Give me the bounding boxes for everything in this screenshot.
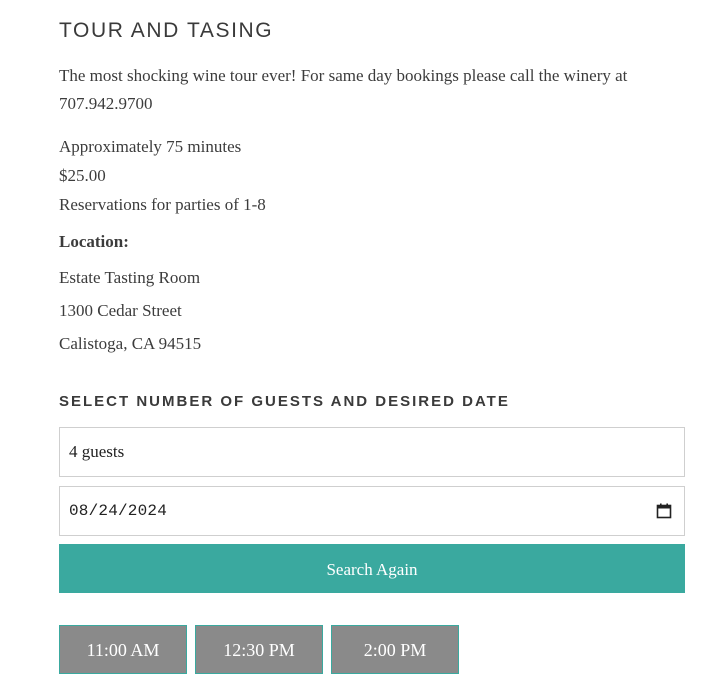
location-heading: Location: [59,232,129,251]
search-again-button[interactable]: Search Again [59,544,685,593]
date-input[interactable] [59,486,685,536]
location-street: 1300 Cedar Street [59,301,182,320]
tour-party-size: Reservations for parties of 1-8 [59,195,266,214]
tour-duration: Approximately 75 minutes [59,137,242,156]
booking-heading: SELECT NUMBER OF GUESTS AND DESIRED DATE [59,393,510,410]
tour-description: The most shocking wine tour ever! For same day bookings please call the winery at 707.942.9700 [59,66,628,113]
location-city: Calistoga, CA 94515 [59,334,202,353]
time-slot-button[interactable]: 12:30 PM [195,625,323,674]
tour-price: $25.00 [59,166,106,185]
time-slot-button[interactable]: 11:00 AM [59,625,187,674]
guests-select[interactable] [59,427,685,477]
date-value: 08/24/2024 [69,502,168,520]
calendar-icon[interactable] [656,503,672,519]
location-name: Estate Tasting Room [59,268,201,287]
tour-title: TOUR AND TASING [59,19,274,42]
guests-value: 4 guests [69,442,125,461]
time-slot-button[interactable]: 2:00 PM [331,625,459,674]
